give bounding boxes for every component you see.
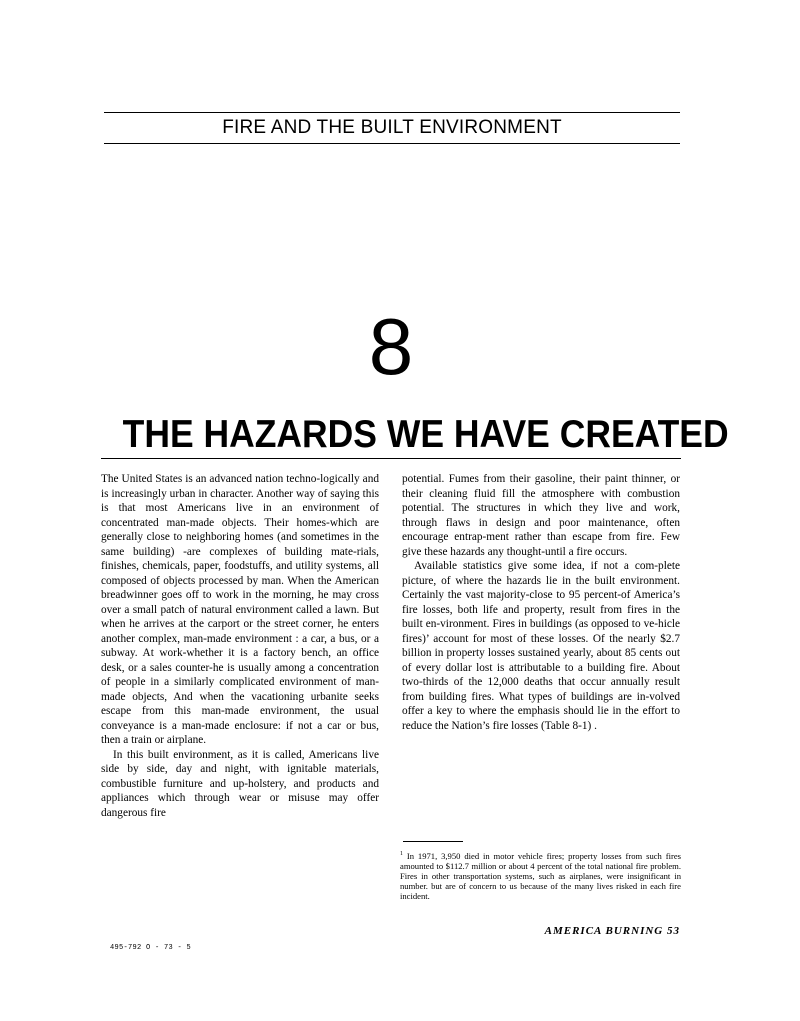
print-code: 495-792 O - 73 - 5 (110, 944, 192, 952)
paragraph: In this built environment, as it is called, Americans live side by side, day and night, with ignitable materials, combustible furniture and up-holstery, and products and appliances which through wear or misuse may offer dangerous fire (101, 748, 379, 819)
footnote (400, 849, 681, 901)
footnote-rule (403, 841, 463, 842)
header-bottom-rule (104, 143, 680, 144)
body-column-right (402, 472, 680, 733)
running-footer: AMERICA BURNING 53 (544, 925, 680, 937)
chapter-number: 8 (368, 302, 414, 391)
header-top-rule (104, 112, 680, 113)
title-rule (101, 458, 681, 459)
paragraph: The United States is an advanced nation techno-logically and is increasingly urban in character. Another way of saying this is that most Americans live in an environment of concentrated man-made objects. Their homes-which are generally close to neighboring homes (and sometimes in the same building) -are complexes of building mate-rials, finishes, chemicals, paper, foodstuffs, and utility systems, all composed of objects processed by man. When the American breadwinner goes off to work in the morning, he may cross over a small patch of natural environment called a lawn. But when he arrives at the carport or the street corner, he enters another complex, man-made environment : a car, a bus, or a subway. At work-whether it is a factory bench, an office desk, or a sales counter-he is usually among a concentration of people in a similarly complicated environment of man-made objects, And when the vacationing urbanite seeks escape from this man-made environment, the usual conveyance is a man-made enclosure: if not a car or bus, then a train or airplane. (101, 473, 379, 746)
chapter-title: THE HAZARDS WE HAVE CREATED (122, 413, 729, 456)
footnote-text: In 1971, 3,950 died in motor vehicle fires; property losses from such fires amounted to $112.7 million or about 4 percent of the total national fire problem. Fires in other transportation systems, such as airplanes, were insignificant in number. but are of concern to us because of the many lives risked in each fire incident. (400, 850, 681, 901)
paragraph: Available statistics give some idea, if not a com-plete picture, of where the hazards lie in the built environment. Certainly the vast majority-close to 95 percent-of America’s fire losses, both life and property, result from fires in the built en-vironment. Fires in buildings (as opposed to ve-hicle fires)’ account for most of these losses. Of the nearly $2.7 billion in property losses sustained yearly, about 85 cents out of every dollar lost is attributable to a building fire. About two-thirds of the 12,000 deaths that occur annually result from building fires. What types of buildings are in-volved offer a key to where the emphasis should lie in the effort to reduce the Nation’s fire losses (Table 8-1) . (402, 560, 680, 732)
section-header: FIRE AND THE BUILT ENVIRONMENT (222, 117, 562, 138)
footnote-marker: 1 (400, 851, 403, 857)
body-column-left (101, 472, 379, 820)
paragraph: potential. Fumes from their gasoline, their paint thinner, or their cleaning fluid fill the atmosphere with combustion potential. The structures in which they live and work, through flaws in design and poor maintenance, often encourage entrap-ment rather than escape from fire. Few give these hazards any thought-until a fire occurs. (402, 473, 680, 558)
